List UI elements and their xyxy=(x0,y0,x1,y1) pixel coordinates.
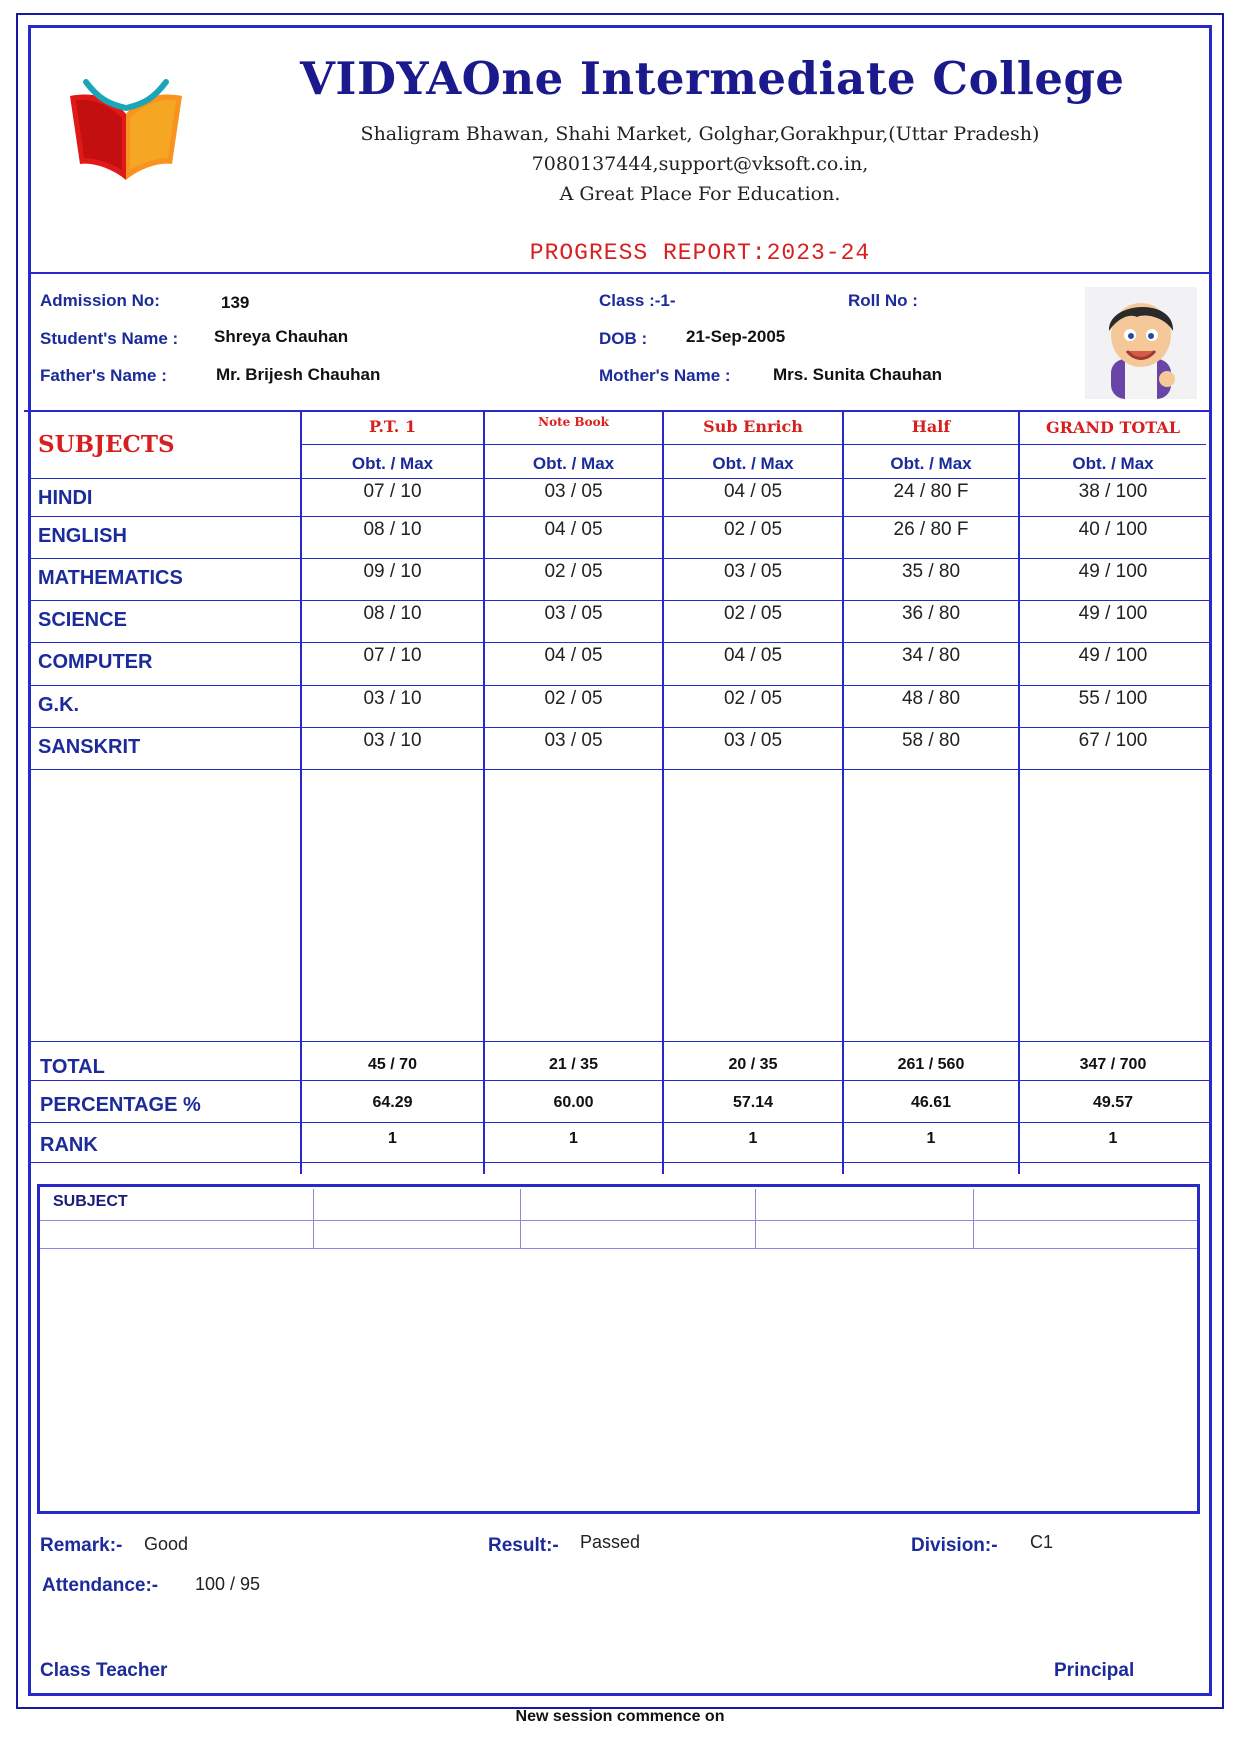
grid-line xyxy=(755,1189,756,1248)
grid-line xyxy=(40,1248,1197,1249)
rank-cell: 1 xyxy=(388,1130,397,1147)
obt-max-label: Obt. / Max xyxy=(1072,454,1154,473)
grid-line xyxy=(973,1189,974,1248)
obt-max-label: Obt. / Max xyxy=(712,454,794,473)
percentage-cell: 60.00 xyxy=(553,1094,594,1111)
co-subject-header: SUBJECT xyxy=(53,1193,128,1210)
mark-cell: 03 / 10 xyxy=(363,688,422,709)
mark-cell: 02 / 05 xyxy=(723,603,783,624)
mark-cell: 67 / 100 xyxy=(1078,730,1148,751)
mark-cell: 03 / 05 xyxy=(544,481,603,502)
subjects-header: SUBJECTS xyxy=(38,431,175,458)
mark-cell: 36 / 80 xyxy=(901,603,961,624)
dob-value: 21-Sep-2005 xyxy=(686,327,786,346)
grid-line xyxy=(28,1122,1212,1123)
subject-name: HINDI xyxy=(38,487,93,509)
subject-name: SANSKRIT xyxy=(38,736,141,758)
school-logo xyxy=(52,70,200,182)
percentage-cell: 57.14 xyxy=(732,1094,774,1111)
mark-cell: 04 / 05 xyxy=(544,645,603,666)
grid-line xyxy=(40,1220,1197,1221)
grid-line xyxy=(28,1080,1212,1081)
father-name-value: Mr. Brijesh Chauhan xyxy=(216,365,381,384)
principal-signature: Principal xyxy=(1054,1660,1135,1681)
grid-line xyxy=(28,1041,1212,1042)
result-value: Passed xyxy=(580,1532,641,1552)
obt-max-label: Obt. / Max xyxy=(890,454,972,473)
percentage-cell: 49.57 xyxy=(1092,1094,1134,1111)
division-label: Division:- xyxy=(911,1535,998,1556)
mark-cell: 48 / 80 xyxy=(901,688,961,709)
percentage-cell: 64.29 xyxy=(372,1094,413,1111)
mark-cell: 03 / 10 xyxy=(363,730,422,751)
report-title: PROGRESS REPORT:2023-24 xyxy=(529,240,871,266)
mark-cell: 08 / 10 xyxy=(363,603,422,624)
subject-name: MATHEMATICS xyxy=(38,567,183,589)
total-cell: 45 / 70 xyxy=(368,1056,417,1073)
total-cell: 347 / 700 xyxy=(1079,1056,1147,1073)
mark-cell: 02 / 05 xyxy=(723,519,783,540)
header-divider xyxy=(28,272,1212,274)
mark-cell: 49 / 100 xyxy=(1078,645,1148,666)
attendance-label: Attendance:- xyxy=(42,1575,159,1596)
rank-cell: 1 xyxy=(569,1130,578,1147)
mother-name-value: Mrs. Sunita Chauhan xyxy=(773,365,943,384)
student-name-value: Shreya Chauhan xyxy=(214,327,349,346)
mark-cell: 03 / 05 xyxy=(544,603,603,624)
result-label: Result:- xyxy=(488,1535,559,1556)
attendance-value: 100 / 95 xyxy=(195,1574,261,1594)
mark-cell: 02 / 05 xyxy=(544,688,603,709)
mark-cell: 02 / 05 xyxy=(544,561,603,582)
class-label: Class :-1- xyxy=(599,291,676,310)
grid-line xyxy=(28,769,1212,770)
grid-line xyxy=(28,685,1212,686)
rank-cell: 1 xyxy=(1108,1130,1118,1147)
mark-cell: 24 / 80 F xyxy=(893,481,969,502)
grid-line xyxy=(28,558,1212,559)
col-header-subenrich: Sub Enrich xyxy=(703,417,803,436)
mark-cell: 03 / 05 xyxy=(723,561,783,582)
class-teacher-signature: Class Teacher xyxy=(40,1660,168,1681)
mark-cell: 03 / 05 xyxy=(544,730,603,751)
mark-cell: 02 / 05 xyxy=(723,688,783,709)
college-contact: 7080137444,support@vksoft.co.in, xyxy=(531,153,869,175)
col-header-pt1: P.T. 1 xyxy=(368,417,417,436)
mark-cell: 07 / 10 xyxy=(363,645,422,666)
mark-cell: 04 / 05 xyxy=(723,481,783,502)
percentage-cell: 46.61 xyxy=(910,1094,952,1111)
rank-cell: 1 xyxy=(926,1130,936,1147)
total-cell: 21 / 35 xyxy=(549,1056,598,1073)
college-address: Shaligram Bhawan, Shahi Market, Golghar,Gorakhpur,(Uttar Pradesh) xyxy=(360,123,1040,145)
admission-value: 139 xyxy=(221,293,250,312)
total-cell: 20 / 35 xyxy=(728,1056,778,1073)
mother-name-label: Mother's Name : xyxy=(599,366,731,385)
student-photo xyxy=(1085,287,1197,399)
mark-cell: 40 / 100 xyxy=(1078,519,1148,540)
remark-label: Remark:- xyxy=(40,1535,123,1556)
subject-name: COMPUTER xyxy=(38,651,153,673)
mark-cell: 09 / 10 xyxy=(363,561,422,582)
grid-line xyxy=(28,516,1212,517)
mark-cell: 58 / 80 xyxy=(901,730,961,751)
grid-line xyxy=(28,642,1212,643)
division-value: C1 xyxy=(1030,1532,1054,1552)
mark-cell: 26 / 80 F xyxy=(893,519,969,540)
grid-line xyxy=(520,1189,521,1248)
subject-name: G.K. xyxy=(38,694,80,716)
remark-value: Good xyxy=(144,1534,189,1554)
co-scholastic-box xyxy=(37,1184,1200,1514)
mark-cell: 07 / 10 xyxy=(363,481,422,502)
grid-line xyxy=(28,727,1212,728)
mark-cell: 55 / 100 xyxy=(1078,688,1148,709)
mark-cell: 35 / 80 xyxy=(901,561,961,582)
college-name: VIDYAOne Intermediate College xyxy=(300,52,1125,105)
percentage-label: PERCENTAGE % xyxy=(40,1094,201,1116)
total-label: TOTAL xyxy=(40,1056,105,1078)
father-name-label: Father's Name : xyxy=(40,366,167,385)
footer-note: New session commence on xyxy=(515,1708,725,1725)
mark-cell: 34 / 80 xyxy=(901,645,961,666)
rank-label: RANK xyxy=(40,1134,98,1156)
mark-cell: 49 / 100 xyxy=(1078,603,1148,624)
grid-line xyxy=(28,1162,1212,1163)
total-cell: 261 / 560 xyxy=(897,1056,965,1073)
mark-cell: 03 / 05 xyxy=(723,730,783,751)
mark-cell: 49 / 100 xyxy=(1078,561,1148,582)
mark-cell: 04 / 05 xyxy=(723,645,783,666)
obt-max-label: Obt. / Max xyxy=(351,454,434,473)
grid-line xyxy=(313,1189,314,1248)
grid-line xyxy=(28,478,1206,479)
student-name-label: Student's Name : xyxy=(40,329,179,348)
roll-label: Roll No : xyxy=(848,291,918,310)
info-divider xyxy=(24,410,1212,412)
subject-name: SCIENCE xyxy=(38,609,127,631)
college-tagline: A Great Place For Education. xyxy=(559,183,841,205)
mark-cell: 38 / 100 xyxy=(1078,481,1148,502)
mark-cell: 04 / 05 xyxy=(544,519,603,540)
subject-name: ENGLISH xyxy=(38,525,127,547)
col-header-half: Half xyxy=(911,417,951,436)
admission-label: Admission No: xyxy=(40,291,160,310)
grid-line xyxy=(300,444,1206,445)
grid-line xyxy=(28,600,1212,601)
rank-cell: 1 xyxy=(748,1130,758,1147)
obt-max-label: Obt. / Max xyxy=(532,454,615,473)
col-header-notebook: Note Book xyxy=(538,415,609,429)
mark-cell: 08 / 10 xyxy=(363,519,422,540)
col-header-grand-total: GRAND TOTAL xyxy=(1046,418,1180,437)
dob-label: DOB : xyxy=(599,329,648,348)
